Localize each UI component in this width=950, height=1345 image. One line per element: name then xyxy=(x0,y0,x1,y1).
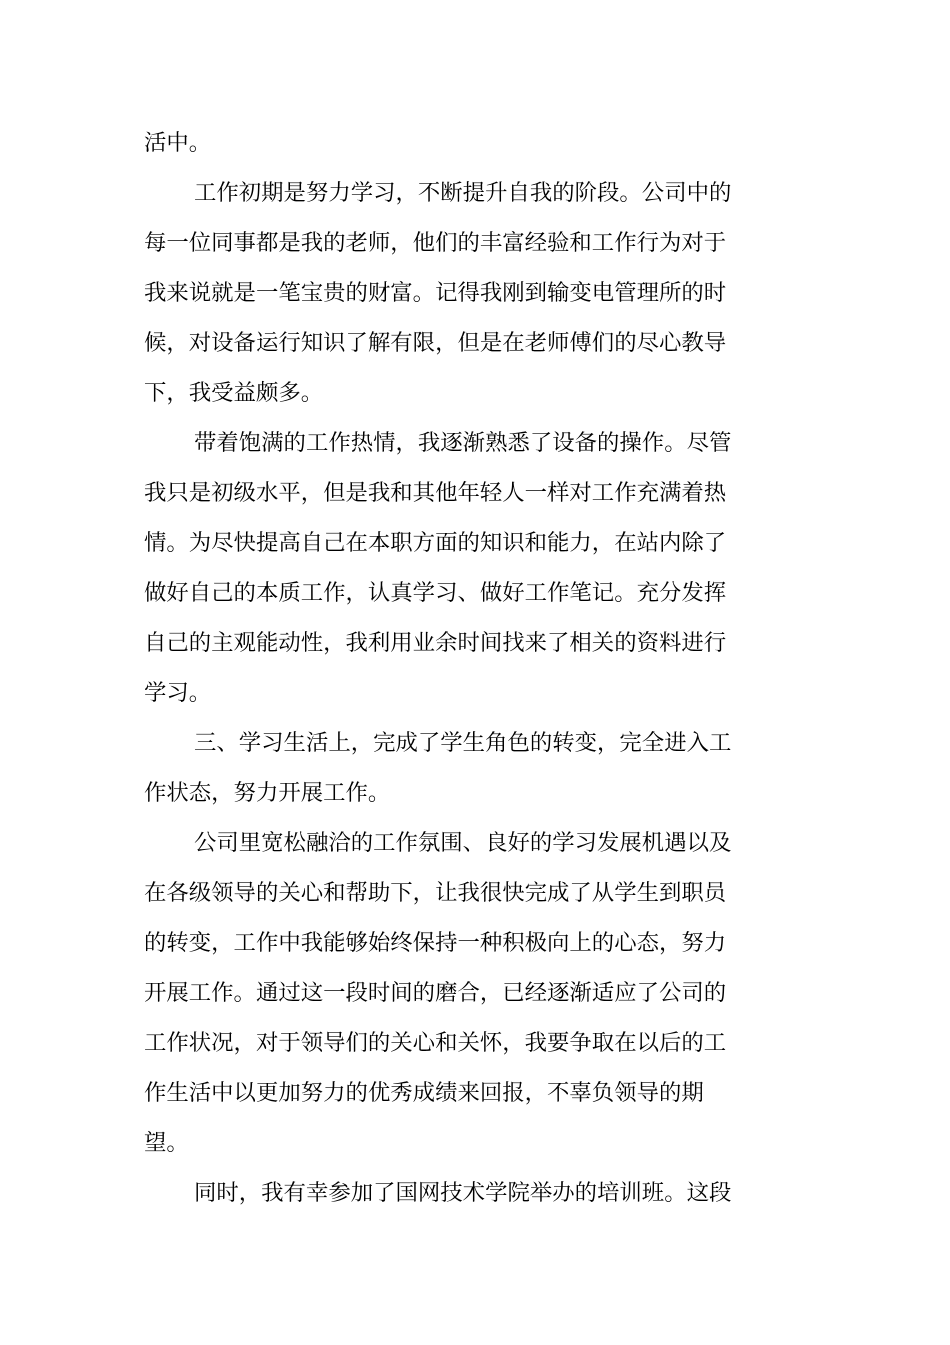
paragraph-continued xyxy=(144,118,744,168)
text-line: 开展工作。通过这一段时间的磨合，已经逐渐适应了公司的 xyxy=(144,980,727,1006)
paragraph-work-early-stage xyxy=(144,168,744,418)
text-line: 的转变，工作中我能够始终保持一种积极向上的心态，努力 xyxy=(144,930,727,956)
text-line: 公司里宽松融洽的工作氛围、良好的学习发展机遇以及 xyxy=(194,830,732,856)
paragraph-training xyxy=(144,1168,744,1218)
text-line: 活中。 xyxy=(144,130,212,156)
paragraph-section-three-heading xyxy=(144,718,744,818)
text-line: 带着饱满的工作热情，我逐渐熟悉了设备的操作。尽管 xyxy=(194,430,732,456)
text-line: 每一位同事都是我的老师，他们的丰富经验和工作行为对于 xyxy=(144,230,727,256)
text-line: 我来说就是一笔宝贵的财富。记得我刚到输变电管理所的时 xyxy=(144,280,727,306)
text-line: 做好自己的本质工作，认真学习、做好工作笔记。充分发挥 xyxy=(144,580,727,606)
paragraph-work-enthusiasm xyxy=(144,418,744,718)
text-line: 情。为尽快提高自己在本职方面的知识和能力，在站内除了 xyxy=(144,530,727,556)
text-line: 工作初期是努力学习，不断提升自我的阶段。公司中的 xyxy=(194,180,732,206)
text-line: 作状态，努力开展工作。 xyxy=(144,780,391,806)
text-line: 学习。 xyxy=(144,680,212,706)
text-line: 我只是初级水平，但是我和其他年轻人一样对工作充满着热 xyxy=(144,480,727,506)
text-line: 三、学习生活上，完成了学生角色的转变，完全进入工 xyxy=(194,730,732,756)
text-line: 同时，我有幸参加了国网技术学院举办的培训班。这段 xyxy=(194,1180,732,1206)
text-line: 下，我受益颇多。 xyxy=(144,380,324,406)
text-line: 望。 xyxy=(144,1130,189,1156)
text-line: 作生活中以更加努力的优秀成绩来回报，不辜负领导的期 xyxy=(144,1080,704,1106)
paragraph-company-atmosphere xyxy=(144,818,744,1168)
document-body xyxy=(144,118,744,1218)
text-line: 在各级领导的关心和帮助下，让我很快完成了从学生到职员 xyxy=(144,880,727,906)
text-line: 候，对设备运行知识了解有限，但是在老师傅们的尽心教导 xyxy=(144,330,727,356)
text-line: 工作状况，对于领导们的关心和关怀，我要争取在以后的工 xyxy=(144,1030,727,1056)
text-line: 自己的主观能动性，我利用业余时间找来了相关的资料进行 xyxy=(144,630,727,656)
